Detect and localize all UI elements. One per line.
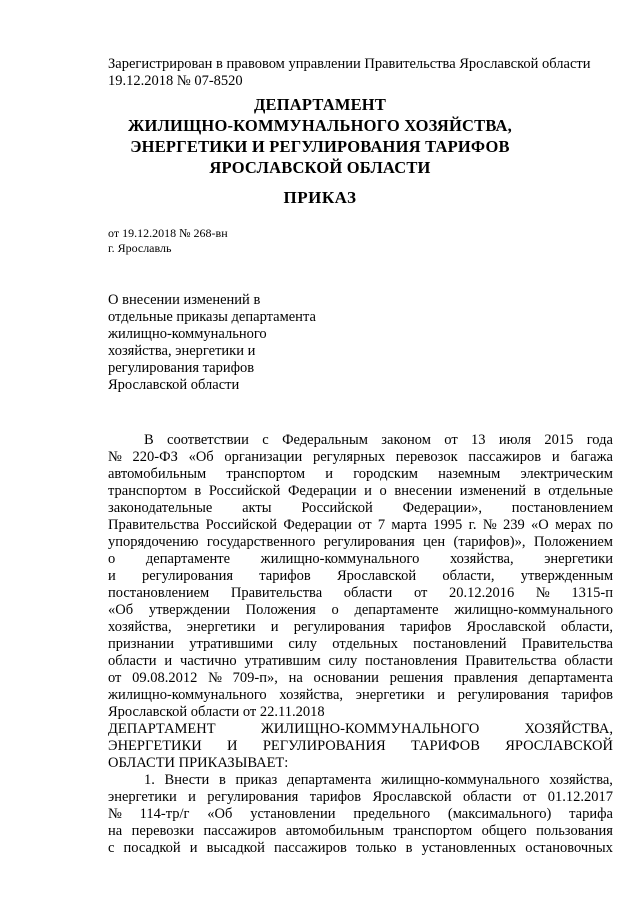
body-word: от: [108, 670, 122, 686]
body-word: акты: [242, 500, 272, 516]
subject-line: хозяйства, энергетики и: [108, 343, 256, 359]
body-word: марта: [391, 517, 427, 533]
body-word: хозяйства,: [549, 772, 613, 788]
body-word: 114-тр/г: [139, 806, 190, 822]
body-word: Российской: [208, 483, 281, 499]
body-word: приказ: [235, 772, 278, 788]
body-word: правления: [453, 670, 518, 686]
body-word: транспортом: [108, 483, 187, 499]
body-word: №: [482, 517, 497, 533]
body-word: установленных: [421, 840, 517, 856]
body-line: [108, 466, 613, 483]
registration-line-1: Зарегистрирован в правовом управлении Правительства Ярославской области: [108, 56, 591, 72]
body-word: области,: [442, 568, 495, 584]
body-word: ЖИЛИЩНО-КОММУНАЛЬНОГО: [260, 721, 480, 737]
body-word: по: [597, 517, 613, 533]
body-word: 01.12.2017: [547, 789, 613, 805]
body-word: упорядочению: [108, 534, 199, 550]
body-word: энергетики: [186, 619, 256, 635]
body-word: установлении: [250, 806, 336, 822]
body-word: постановлением: [511, 500, 613, 516]
body-word: хозяйства,: [449, 551, 514, 567]
body-word: предельного: [353, 806, 431, 822]
body-word: 13: [471, 432, 486, 448]
body-word: тарифа: [569, 806, 613, 822]
body-word: на: [288, 670, 303, 686]
body-word: регулирования: [323, 534, 415, 550]
body-word: перевозок: [395, 449, 458, 465]
body-word: высадкой: [206, 840, 265, 856]
subject-line: жилищно-коммунального: [108, 326, 267, 342]
body-word: жилищно-коммунального: [108, 687, 267, 703]
body-word: автомобильным: [108, 466, 207, 482]
body-word: энергетики: [544, 551, 613, 567]
body-word: хозяйства,: [279, 687, 344, 703]
body-word: утратившими: [189, 636, 274, 652]
body-word: постановлений: [413, 636, 507, 652]
order-body-text: [108, 432, 613, 857]
body-word: тарифов: [561, 687, 613, 703]
body-word: перевозки: [131, 823, 195, 839]
body-word: и: [189, 840, 198, 856]
registration-line-2: 19.12.2018 № 07-8520: [108, 73, 243, 89]
body-word: регулирования: [293, 619, 385, 635]
body-word: области,: [560, 619, 613, 635]
body-word: и: [437, 687, 446, 703]
body-line: [108, 772, 613, 789]
body-word: 09.08.2012: [132, 670, 198, 686]
body-word: департаменте: [145, 551, 231, 567]
body-word: департамента: [528, 670, 613, 686]
body-word: от: [444, 432, 458, 448]
body-word: энергетики: [355, 687, 425, 703]
body-word: (максимального): [447, 806, 552, 822]
body-word: ХОЗЯЙСТВА,: [524, 721, 613, 737]
body-line: [108, 483, 613, 500]
body-word: Ярославской: [336, 568, 417, 584]
subject-line: Ярославской области: [108, 377, 240, 393]
body-word: «Об: [188, 449, 214, 465]
order-subject: [108, 292, 368, 394]
body-line: [108, 551, 613, 568]
body-word: 220-ФЗ: [132, 449, 178, 465]
body-word: (тарифов)»,: [453, 534, 526, 550]
body-word: жилищно-коммунального: [260, 551, 420, 567]
body-word: с: [108, 840, 115, 856]
body-word: Российской: [301, 500, 373, 516]
body-word: «Об: [207, 806, 233, 822]
body-word: признании: [108, 636, 174, 652]
body-word: постановлением: [108, 585, 210, 601]
body-word: и: [164, 653, 173, 669]
body-word: Положения: [245, 602, 316, 618]
body-word: и: [108, 568, 116, 584]
body-word: силу: [288, 636, 318, 652]
body-line: Ярославской области от 22.11.2018: [108, 704, 325, 720]
body-word: и: [364, 483, 372, 499]
body-word: энергетики: [108, 789, 177, 805]
body-word: пассажиров: [468, 449, 542, 465]
body-line: [108, 806, 613, 823]
body-line: [108, 534, 613, 551]
body-word: области: [108, 653, 157, 669]
body-word: постановления: [365, 653, 458, 669]
body-word: хозяйства,: [108, 619, 172, 635]
body-line: [108, 636, 613, 653]
body-word: 2015: [544, 432, 574, 448]
order-date-number: от 19.12.2018 № 268-вн: [108, 226, 228, 240]
body-word: департаменте: [354, 602, 439, 618]
body-word: Внести: [164, 772, 210, 788]
body-word: и: [188, 789, 196, 805]
department-line-3: ЭНЕРГЕТИКИ И РЕГУЛИРОВАНИЯ ТАРИФОВ: [130, 137, 510, 156]
subject-line: регулирования тарифов: [108, 360, 255, 376]
body-word: департамента: [286, 772, 372, 788]
body-word: пассажиров: [203, 823, 277, 839]
body-word: года: [586, 432, 613, 448]
body-word: Федерации»,: [402, 500, 482, 516]
department-header: [0, 94, 640, 178]
body-word: изменений: [459, 483, 527, 499]
body-word: ЯРОСЛАВСКОЙ: [505, 738, 613, 754]
order-title: ПРИКАЗ: [283, 188, 357, 207]
body-word: Федеральным: [282, 432, 368, 448]
body-line: [108, 721, 613, 738]
body-word: тарифов: [259, 568, 311, 584]
body-line: [108, 432, 613, 449]
body-word: 1995: [433, 517, 463, 533]
subject-line: отдельные приказы департамента: [108, 309, 316, 325]
body-word: городским: [353, 466, 418, 482]
body-word: 1315-п: [571, 585, 613, 601]
body-word: внесении: [394, 483, 453, 499]
body-word: Российской: [205, 517, 278, 533]
body-word: Правительства: [521, 636, 613, 652]
body-line: [108, 619, 613, 636]
body-word: электрическим: [520, 466, 613, 482]
body-word: регулирования: [142, 568, 234, 584]
body-word: основании: [313, 670, 379, 686]
body-word: о: [108, 551, 116, 567]
body-word: июля: [498, 432, 531, 448]
body-line: ОБЛАСТИ ПРИКАЗЫВАЕТ:: [108, 755, 289, 771]
body-word: В: [144, 432, 154, 448]
body-line: [108, 602, 613, 619]
body-word: «Об: [108, 602, 134, 618]
body-word: в: [194, 483, 202, 499]
body-word: Правительства: [465, 653, 557, 669]
order-city: г. Ярославль: [108, 241, 172, 255]
body-word: жилищно-коммунального: [454, 602, 613, 618]
body-word: законом: [381, 432, 431, 448]
body-word: государственного: [206, 534, 316, 550]
body-word: тарифов: [399, 619, 452, 635]
body-word: 20.12.2016: [449, 585, 515, 601]
body-word: пользования: [536, 823, 613, 839]
body-word: и: [551, 449, 560, 465]
department-line-4: ЯРОСЛАВСКОЙ ОБЛАСТИ: [209, 158, 431, 177]
body-word: регулирования: [457, 687, 549, 703]
body-word: соответствии: [167, 432, 249, 448]
body-word: 7: [377, 517, 386, 533]
body-word: №: [208, 670, 222, 686]
body-word: на: [108, 823, 123, 839]
body-word: утверждении: [148, 602, 230, 618]
body-word: от: [358, 517, 372, 533]
body-word: отдельные: [548, 483, 613, 499]
body-word: №: [108, 806, 122, 822]
body-line: [108, 500, 613, 517]
body-word: остановочных: [525, 840, 613, 856]
body-word: ТАРИФОВ: [410, 738, 480, 754]
body-word: Правительства: [230, 585, 323, 601]
body-word: наземным: [438, 466, 501, 482]
body-word: утвержденным: [520, 568, 613, 584]
body-word: жилищно-коммунального: [380, 772, 540, 788]
body-word: регулирования: [207, 789, 299, 805]
body-word: от: [522, 789, 537, 805]
body-word: цен: [423, 534, 446, 550]
body-word: ДЕПАРТАМЕНТ: [108, 721, 216, 737]
body-word: частично: [180, 653, 237, 669]
department-line-1: ДЕПАРТАМЕНТ: [253, 95, 387, 114]
body-word: транспортом: [226, 466, 306, 482]
body-word: решения: [389, 670, 444, 686]
body-word: законодательные: [108, 500, 213, 516]
body-word: пассажиров: [274, 840, 347, 856]
body-word: организации: [224, 449, 303, 465]
body-word: Ярославской: [372, 789, 452, 805]
body-word: Правительства: [108, 517, 200, 533]
body-word: РЕГУЛИРОВАНИЯ: [262, 738, 386, 754]
body-word: отдельных: [332, 636, 398, 652]
registration-stamp: [108, 56, 623, 90]
subject-line: О внесении изменений в: [108, 292, 261, 308]
body-word: г.: [468, 517, 477, 533]
body-word: 709-п»,: [232, 670, 278, 686]
body-word: мерах: [555, 517, 592, 533]
body-word: №: [535, 585, 550, 601]
body-word: транспортом: [393, 823, 473, 839]
body-word: №: [108, 449, 122, 465]
body-word: Федерации: [287, 483, 357, 499]
body-word: «О: [531, 517, 549, 533]
body-line: [108, 823, 613, 840]
body-line: [108, 738, 613, 755]
body-word: и: [270, 619, 279, 635]
body-word: области: [343, 585, 393, 601]
body-word: только: [355, 840, 397, 856]
body-word: в: [218, 772, 226, 788]
body-word: регулярных: [312, 449, 386, 465]
body-word: багажа: [570, 449, 613, 465]
body-word: посадкой: [123, 840, 181, 856]
body-word: 239: [502, 517, 525, 533]
body-line: [108, 517, 613, 534]
body-word: Ярославской: [466, 619, 546, 635]
body-word: автомобильным: [285, 823, 384, 839]
body-word: ЭНЕРГЕТИКИ: [108, 738, 202, 754]
body-word: Федерации: [283, 517, 352, 533]
body-line: [108, 449, 613, 466]
body-line: [108, 670, 613, 687]
body-word: в: [405, 840, 413, 856]
body-line: [108, 789, 613, 806]
body-word: области: [463, 789, 512, 805]
body-line: [108, 568, 613, 585]
body-word: общего: [481, 823, 527, 839]
body-word: и: [325, 466, 334, 482]
body-word: области: [564, 653, 613, 669]
order-meta: [108, 226, 228, 256]
body-word: о: [331, 602, 339, 618]
body-word: от: [413, 585, 428, 601]
body-line: [108, 585, 613, 602]
body-word: утратившим: [244, 653, 321, 669]
body-word: 1.: [144, 772, 155, 788]
body-line: [108, 653, 613, 670]
department-line-2: ЖИЛИЩНО-КОММУНАЛЬНОГО ХОЗЯЙСТВА,: [128, 116, 512, 135]
body-word: с: [262, 432, 269, 448]
body-word: о: [379, 483, 387, 499]
body-line: [108, 840, 613, 857]
body-word: Положением: [533, 534, 613, 550]
body-line: [108, 687, 613, 704]
body-word: в: [533, 483, 541, 499]
body-word: тарифов: [309, 789, 362, 805]
body-word: И: [227, 738, 238, 754]
body-word: силу: [328, 653, 358, 669]
